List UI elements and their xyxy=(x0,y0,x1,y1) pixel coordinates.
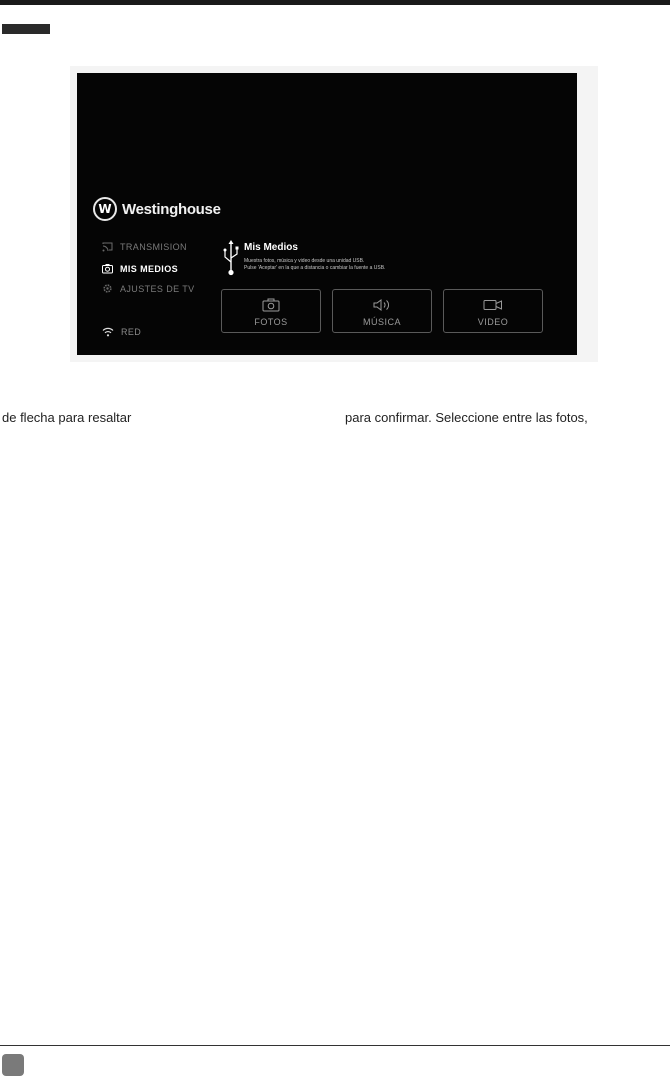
menu-item-label: AJUSTES DE TV xyxy=(120,283,195,294)
brand-name: Westinghouse xyxy=(122,200,221,218)
tile-musica[interactable] xyxy=(332,289,432,333)
media-title: Mis Medios xyxy=(244,242,298,253)
menu-item-transmision[interactable] xyxy=(102,241,187,252)
tile-video[interactable] xyxy=(443,289,543,333)
camera-icon xyxy=(102,263,113,274)
usb-icon xyxy=(222,238,240,276)
menu-item-ajustes-de-tv[interactable] xyxy=(102,283,195,294)
speaker-icon xyxy=(372,298,392,312)
menu-item-red[interactable] xyxy=(102,327,141,337)
westinghouse-logo-icon: W xyxy=(93,197,117,221)
tile-label: VIDEO xyxy=(477,317,509,327)
cast-icon xyxy=(102,241,113,252)
menu-item-label: MIS MEDIOS xyxy=(120,263,179,274)
top-rule xyxy=(0,0,670,5)
tv-screen xyxy=(77,73,577,355)
body-text-right: para confirmar. Seleccione entre las fotos, xyxy=(345,410,588,425)
page-marker xyxy=(2,1054,24,1076)
brand-logo xyxy=(93,197,221,221)
media-description-line: Pulse 'Aceptar' en la que a distancia o cambiar la fuente a USB. xyxy=(244,264,386,271)
tile-label: FOTOS xyxy=(254,317,288,327)
body-text-left: de flecha para resaltar xyxy=(2,410,132,425)
tile-label: MÚSICA xyxy=(362,317,401,327)
section-tab xyxy=(2,24,50,34)
wifi-icon xyxy=(102,327,114,337)
bottom-rule xyxy=(0,1045,670,1046)
menu-item-mis-medios[interactable] xyxy=(102,263,178,274)
menu-item-label: TRANSMISION xyxy=(120,241,187,252)
gear-icon xyxy=(102,283,113,294)
video-camera-icon xyxy=(483,298,503,312)
tile-fotos[interactable] xyxy=(221,289,321,333)
photo-icon xyxy=(262,298,280,312)
media-description-line: Muestra fotos, música y video desde una unidad USB. xyxy=(244,258,365,264)
media-description xyxy=(244,258,385,271)
menu-item-label: RED xyxy=(121,327,142,337)
